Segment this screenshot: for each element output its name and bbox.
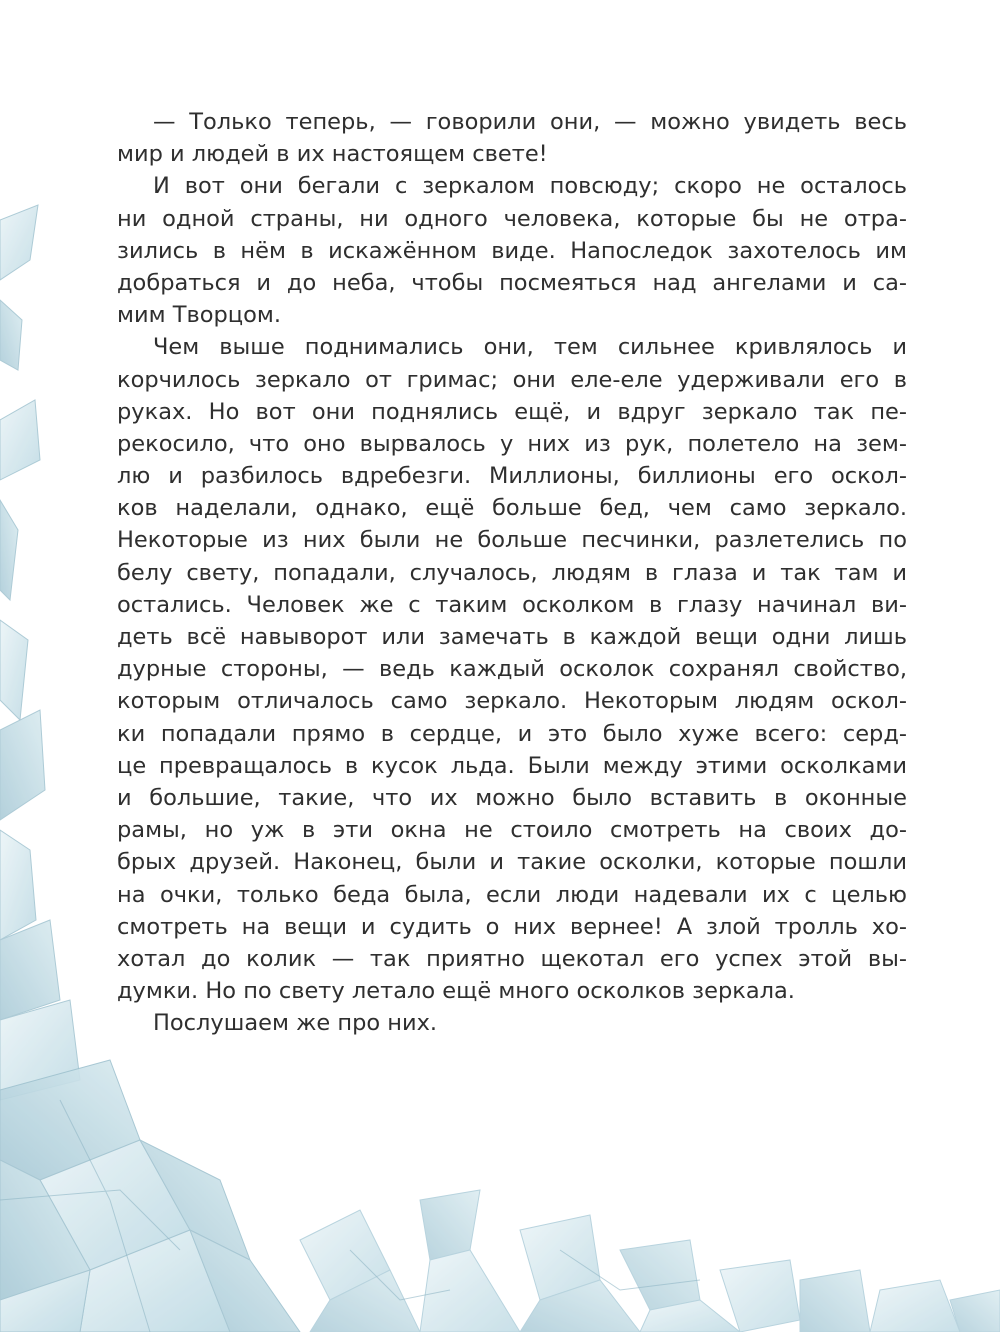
text-line: и большие, такие, что их можно было вставить в оконные xyxy=(117,784,907,811)
text-line: белу свету, попадали, случалось, людям в глаза и так там и xyxy=(117,559,907,586)
text-line: мим Творцом. xyxy=(117,302,281,329)
text-line: хотал до колик — так приятно щекотал его успех этой вы- xyxy=(117,945,907,972)
text-line: це превращалось в кусок льда. Были между этими осколками xyxy=(117,752,907,779)
text-line: ни одной страны, ни одного человека, которые бы не отра- xyxy=(117,205,907,232)
text-line: смотреть на вещи и судить о них вернее! А злой тролль хо- xyxy=(117,913,907,940)
text-line: брых друзей. Наконец, были и такие осколки, которые пошли xyxy=(117,849,907,876)
text-line: — Только теперь, — говорили они, — можно увидеть весь xyxy=(153,109,907,135)
text-line: рекосило, что оно вырвалось у них из рук, полетело на зем- xyxy=(117,430,907,457)
text-line: остались. Человек же с таким осколком в глазу начинал ви- xyxy=(117,591,907,618)
text-line: Некоторые из них были не больше песчинки, разлетелись по xyxy=(117,527,907,554)
text-line: деть всё навыворот или замечать в каждой вещи одни лишь xyxy=(117,624,907,650)
text-line: мир и людей в их настоящем свете! xyxy=(117,141,548,168)
text-line: зились в нём в искажённом виде. Напоследок захотелось им xyxy=(117,237,907,264)
text-line: ков наделали, однако, ещё больше бед, чем само зеркало. xyxy=(117,495,907,522)
text-line: на очки, только беда была, если люди надевали их с целью xyxy=(117,881,907,908)
text-line: добраться и до неба, чтобы посмеяться над ангелами и са- xyxy=(117,269,907,296)
text-line: думки. Но по свету летало ещё много осколков зеркала. xyxy=(117,978,795,1005)
text-line: которым отличалось само зеркало. Некоторым людям оскол- xyxy=(117,688,907,715)
bottom-shards xyxy=(300,1190,1000,1332)
text-line: Чем выше поднимались они, тем сильнее кривлялось и xyxy=(153,334,907,361)
story-text xyxy=(117,106,907,1039)
text-line: лю и разбилось вдребезги. Миллионы, биллионы его оскол- xyxy=(117,463,907,490)
text-line: ки попадали прямо в сердце, и это было хуже всего: серд- xyxy=(117,720,907,747)
left-shards xyxy=(0,205,80,1100)
text-line: дурные стороны, — ведь каждый осколок сохранял свойство, xyxy=(117,656,907,683)
text-line: Послушаем же про них. xyxy=(153,1010,438,1037)
text-line: корчилось зеркало от гримас; они еле-еле удерживали его в xyxy=(117,366,907,393)
text-line: И вот они бегали с зеркалом повсюду; скоро не осталось xyxy=(153,173,907,200)
text-line: рамы, но уж в эти окна не стоило смотреть на своих до- xyxy=(117,817,907,844)
text-line: руках. Но вот они поднялись ещё, и вдруг зеркало так пе- xyxy=(117,398,907,425)
